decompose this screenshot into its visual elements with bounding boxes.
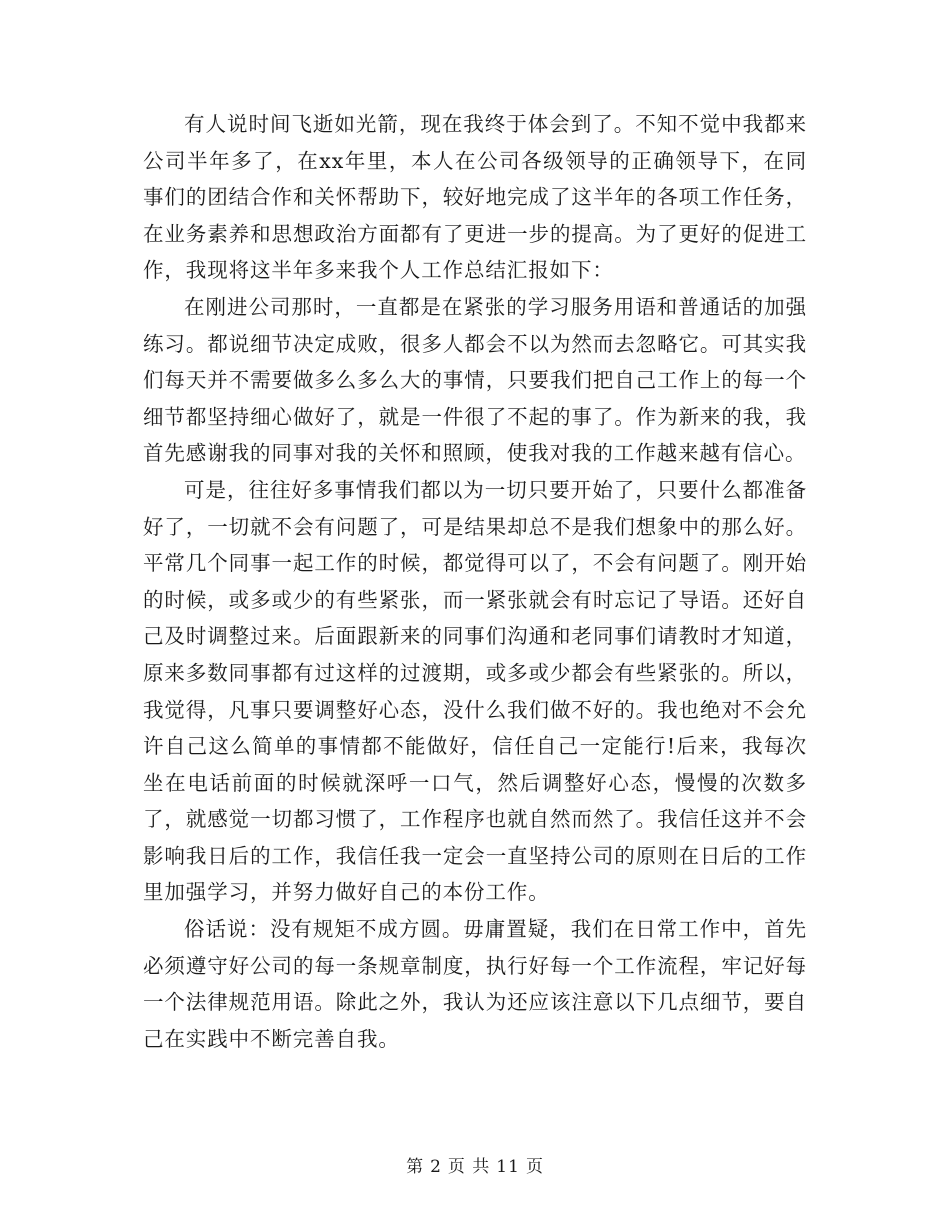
- page-footer: [0, 1152, 950, 1177]
- total-pages-number: 11: [496, 1157, 520, 1177]
- page-label-suffix: 页: [525, 1157, 544, 1177]
- paragraph-2: 在刚进公司那时，一直都是在紧张的学习服务用语和普通话的加强练习。都说细节决定成败，很多人都会不以为然而去忽略它。可其实我们每天并不需要做多么多么大的事情，只要我们把自己工作上的每一个细节都坚持细心做好了，就是一件很了不起的事了。作为新来的我，我首先感谢我的同事对我的关怀和照顾，使我对我的工作越来越有信心。: [143, 294, 807, 466]
- current-page-number: 2: [430, 1157, 442, 1177]
- page-label-middle: 页 共: [447, 1157, 491, 1177]
- document-body: [143, 106, 807, 1057]
- paragraph-1: 有人说时间飞逝如光箭，现在我终于体会到了。不知不觉中我都来公司半年多了，在xx年里，本人在公司各级领导的正确领导下，在同事们的团结合作和关怀帮助下，较好地完成了这半年的各项工作任务，在业务素养和思想政治方面都有了更进一步的提高。为了更好的促进工作，我现将这半年多来我个人工作总结汇报如下：: [143, 112, 807, 283]
- paragraph-3: 可是，往往好多事情我们都以为一切只要开始了，只要什么都准备好了，一切就不会有问题了，可是结果却总不是我们想象中的那么好。平常几个同事一起工作的时候，都觉得可以了，不会有问题了。刚开始的时候，或多或少的有些紧张，而一紧张就会有时忘记了导语。还好自己及时调整过来。后面跟新来的同事们沟通和老同事们请教时才知道，原来多数同事都有过这样的过渡期，或多或少都会有些紧张的。所以，我觉得，凡事只要调整好心态，没什么我们做不好的。我也绝对不会允许自己这么简单的事情都不能做好，信任自己一定能行!后来，我每次坐在电话前面的时候就深呼一口气，然后调整好心态，慢慢的次数多了，就感觉一切都习惯了，工作程序也就自然而然了。我信任这并不会影响我日后的工作，我信任我一定会一直坚持公司的原则在日后的工作里加强学习，并努力做好自己的本份工作。: [143, 477, 807, 905]
- paragraph-4: 俗话说：没有规矩不成方圆。毋庸置疑，我们在日常工作中，首先必须遵守好公司的每一条规章制度，执行好每一个工作流程，牢记好每一个法律规范用语。除此之外，我认为还应该注意以下几点细节，要自己在实践中不断完善自我。: [143, 917, 807, 1051]
- page-label-prefix: 第: [406, 1157, 425, 1177]
